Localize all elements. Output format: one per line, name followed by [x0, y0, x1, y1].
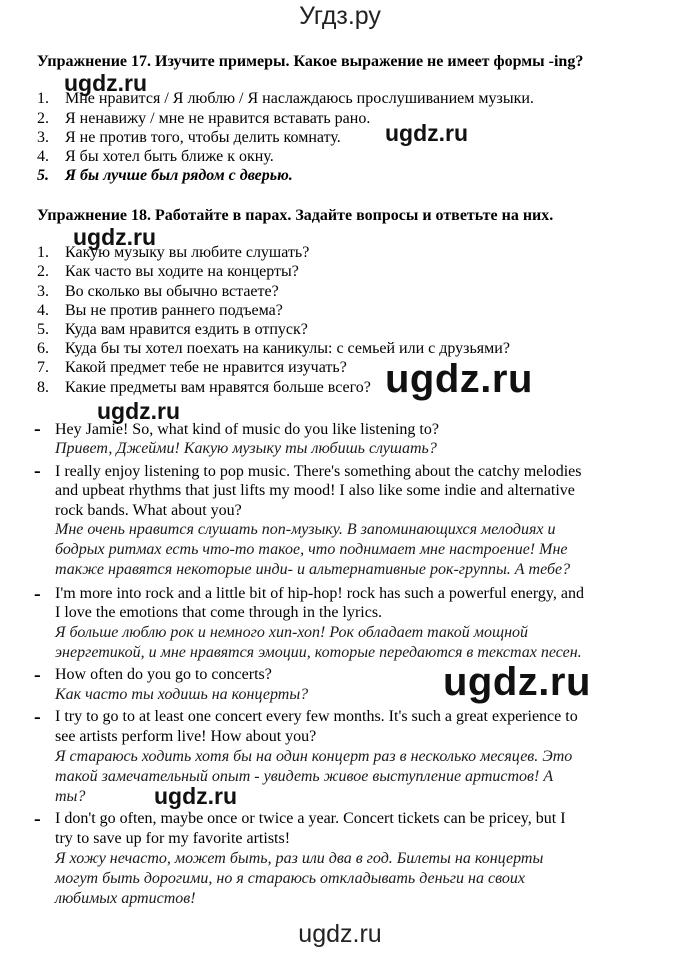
watermark: ugdz.ru — [385, 357, 533, 401]
exercise-17-heading: Упражнение 17. Изучите примеры. Какое выражение не имеет формы -ing? — [37, 53, 584, 70]
site-title: Угдз.ру — [299, 2, 381, 30]
list-item: 4. Я бы хотел быть ближе к окну. — [37, 148, 274, 165]
list-item: 3. Во сколько вы обычно встаете? — [37, 283, 279, 300]
dialogue-translation: энергетикой, и мне нравятся эмоции, которые передаются в текстах песен. — [55, 644, 582, 661]
dialogue-translation: такой замечательный опыт - увидеть живое выступление артистов! А — [55, 768, 554, 785]
dialogue-translation: Я больше люблю рок и немного хип-хоп! Рок обладает такой мощной — [55, 624, 528, 641]
dialogue-line: rock bands. What about you? — [55, 502, 242, 519]
dialogue-translation: также нравятся некоторые инди- и альтернативные рок-группы. А тебе? — [55, 561, 571, 578]
dialogue-dash: - — [34, 808, 41, 830]
dialogue-line: I really enjoy listening to pop music. There's something about the catchy melodies — [55, 463, 582, 480]
dialogue-translation: Я стараюсь ходить хотя бы на один концерт раз в несколько месяцев. Это — [55, 748, 573, 765]
list-item: 3. Я не против того, чтобы делить комнату. — [37, 129, 341, 146]
dialogue-line: I'm more into rock and a little bit of hip-hop! rock has such a powerful energy, and — [55, 585, 584, 602]
dialogue-translation: бодрых ритмах есть что-то такое, что поднимает мне настроение! Мне — [55, 541, 568, 558]
dialogue-translation: ты? — [55, 788, 86, 805]
list-item-answer: 5. Я бы лучше был рядом с дверью. — [37, 167, 293, 184]
dialogue-dash: - — [34, 583, 41, 605]
list-item: 2. Как часто вы ходите на концерты? — [37, 263, 299, 280]
dialogue-translation: Мне очень нравится слушать поп-музыку. В запоминающихся мелодиях и — [55, 521, 556, 538]
dialogue-line: Hey Jamie! So, what kind of music do you like listening to? — [55, 421, 439, 438]
site-footer: ugdz.ru — [298, 920, 382, 948]
dialogue-line: How often do you go to concerts? — [55, 666, 272, 683]
dialogue-line: see artists perform live! How about you? — [55, 728, 317, 745]
exercise-18-heading: Упражнение 18. Работайте в парах. Задайте вопросы и ответьте на них. — [37, 207, 554, 224]
dialogue-translation: любимых артистов! — [55, 890, 196, 907]
dialogue-dash: - — [34, 460, 41, 482]
dialogue-line: try to save up for my favorite artists! — [55, 830, 291, 847]
dialogue-translation: Как часто ты ходишь на концерты? — [55, 686, 309, 703]
dialogue-line: I love the emotions that come through in the lyrics. — [55, 604, 383, 621]
dialogue-dash: - — [34, 706, 41, 728]
dialogue-dash: - — [34, 418, 41, 440]
list-item: 8. Какие предметы вам нравятся больше всего? — [37, 379, 371, 396]
dialogue-translation: Я хожу нечасто, может быть, раз или два в год. Билеты на концерты — [55, 850, 544, 867]
dialogue-dash: - — [34, 664, 41, 686]
watermark: ugdz.ru — [73, 224, 157, 250]
list-item: 1. Какую музыку вы любите слушать? — [37, 244, 310, 261]
dialogue-line: I don't go often, maybe once or twice a year. Concert tickets can be pricey, but I — [55, 810, 566, 827]
watermark: ugdz.ru — [97, 398, 181, 424]
dialogue-line: I try to go to at least one concert every few months. It's such a great experience to — [55, 708, 578, 725]
dialogue-translation: Привет, Джейми! Какую музыку ты любишь слушать? — [55, 440, 437, 457]
list-item: 6. Куда бы ты хотел поехать на каникулы: с семьей или с друзьями? — [37, 340, 510, 357]
list-item: 4. Вы не против раннего подъема? — [37, 302, 283, 319]
list-item: 2. Я ненавижу / мне не нравится вставать рано. — [37, 110, 371, 127]
watermark: ugdz.ru — [64, 70, 148, 96]
list-item: 1. Мне нравится / Я люблю / Я наслаждаюсь прослушиванием музыки. — [37, 90, 534, 107]
dialogue-translation: могут быть дорогими, но я стараюсь откладывать деньги на своих — [55, 870, 525, 887]
dialogue-line: and upbeat rhythms that just lifts my mood! I also like some indie and alternative — [55, 482, 575, 499]
list-item: 7. Какой предмет тебе не нравится изучать? — [37, 359, 347, 376]
watermark: ugdz.ru — [385, 120, 469, 146]
list-item: 5. Куда вам нравится ездить в отпуск? — [37, 321, 308, 338]
watermark: ugdz.ru — [443, 660, 591, 704]
watermark: ugdz.ru — [154, 783, 238, 809]
